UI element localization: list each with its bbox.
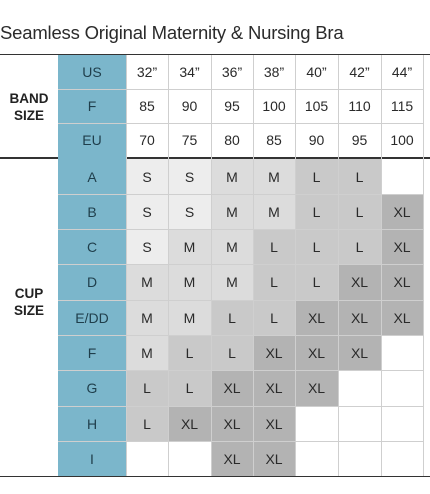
cup-cell: M [168,264,211,300]
grid-line [168,55,169,476]
cup-cell: M [168,229,211,264]
grid-line [58,300,423,301]
cup-size-label [0,285,58,319]
cup-row-label: A [87,168,97,185]
band-cell: 100 [390,132,414,148]
cup-cell: M [126,300,168,335]
grid-line [126,55,127,476]
grid-line [58,335,423,336]
cup-cell: XL [338,264,381,300]
cup-cell: XL [211,406,253,441]
band-cell: 115 [390,98,414,114]
cup-cell: L [295,229,338,264]
cup-cell: XL [211,441,253,476]
cup-cell [168,441,211,476]
cup-cell: L [126,406,168,441]
band-cell: 40” [306,64,327,80]
grid-line [58,89,423,90]
cup-cell: M [211,159,253,194]
cup-cell [295,441,338,476]
grid-line [58,229,423,230]
cup-row-label: E/DD [75,309,109,326]
cup-cell: S [126,229,168,264]
cup-cell [338,441,381,476]
cup-cell: M [211,264,253,300]
band-cell: 44” [391,64,413,80]
band-cell: 80 [224,132,240,148]
cup-cell: S [126,194,168,229]
cup-cell: M [253,159,295,194]
cup-cell: XL [338,335,381,370]
band-row-label: F [87,98,97,114]
cup-row-label: C [86,238,98,255]
cup-cell: L [253,300,295,335]
cup-cell: M [126,264,168,300]
band-cell: 75 [181,132,198,148]
cup-cell: XL [295,335,338,370]
cup-cell: XL [381,229,423,264]
cup-cell: S [126,159,168,194]
cup-cell: XL [295,370,338,406]
cup-cell: L [253,229,295,264]
grid-line [58,264,423,265]
grid-line [295,55,296,476]
band-cell: 110 [348,98,371,114]
cup-cell: L [253,264,295,300]
cup-cell [381,441,423,476]
band-row-label: US [82,64,102,80]
band-cell: 32” [136,64,158,80]
cup-cell: L [211,335,253,370]
cup-cell: M [253,194,295,229]
band-cell: 90 [181,98,198,114]
cup-cell: L [338,159,381,194]
cup-cell: L [295,264,338,300]
cup-cell: L [126,370,168,406]
cup-cell: XL [168,406,211,441]
cup-row-label: B [87,203,97,220]
cup-cell [381,406,423,441]
grid-line [58,441,423,442]
cup-cell: L [338,194,381,229]
cup-row-label: F [87,344,97,361]
grid-line [381,55,382,476]
cup-cell [295,406,338,441]
cup-cell: M [211,229,253,264]
grid-line [58,406,423,407]
band-cell: 100 [262,98,286,114]
cup-cell [381,159,423,194]
cup-cell: M [168,300,211,335]
table-bottom-border [0,476,430,477]
cup-row-label: G [86,380,98,396]
cup-cell [381,370,423,406]
band-cell: 85 [139,98,155,114]
grid-line [253,55,254,476]
cup-cell [381,335,423,370]
cup-cell: XL [381,264,423,300]
cup-cell: XL [338,300,381,335]
cup-cell: S [168,194,211,229]
cup-cell: XL [381,194,423,229]
page-title: Seamless Original Maternity & Nursing Bra [0,22,344,43]
grid-line [58,123,423,124]
band-row-label: EU [82,132,102,148]
cup-cell [338,370,381,406]
cup-cell: L [295,159,338,194]
cup-cell: L [168,370,211,406]
cup-cell [126,441,168,476]
cup-cell: XL [295,300,338,335]
band-cell: 105 [304,98,329,114]
cup-row-label: H [86,415,98,432]
cup-cell: M [211,194,253,229]
cup-cell: XL [211,370,253,406]
cup-size-label-line2: SIZE [13,303,44,318]
grid-line [58,370,423,371]
grid-line [211,55,212,476]
band-cell: 36” [221,64,243,80]
grid-line [423,55,424,476]
band-size-label-line2: SIZE [13,108,44,123]
cup-cell: S [168,159,211,194]
cup-cell [338,406,381,441]
cup-cell: XL [253,335,295,370]
cup-cell: L [168,335,211,370]
band-cell: 95 [224,98,240,114]
band-cell: 34” [179,64,200,80]
cup-cell: XL [253,406,295,441]
band-cell: 90 [308,132,325,148]
cup-row-label: I [90,450,94,467]
cup-cell: XL [253,441,295,476]
cup-cell: L [295,194,338,229]
band-cell: 70 [139,132,155,148]
cup-cell: L [211,300,253,335]
grid-line [58,194,423,195]
grid-line [338,55,339,476]
cup-cell: M [126,335,168,370]
band-cell: 42” [349,64,370,80]
band-cell: 85 [266,132,282,148]
band-size-label [0,90,58,124]
cup-cell: XL [253,370,295,406]
cup-row-label: D [86,274,98,290]
band-cell: 95 [351,132,368,148]
band-size-label-line1: BAND [9,91,49,106]
cup-cell: XL [381,300,423,335]
band-cell: 38” [263,64,285,80]
cup-cell: L [338,229,381,264]
cup-size-label-line1: CUP [14,286,44,301]
